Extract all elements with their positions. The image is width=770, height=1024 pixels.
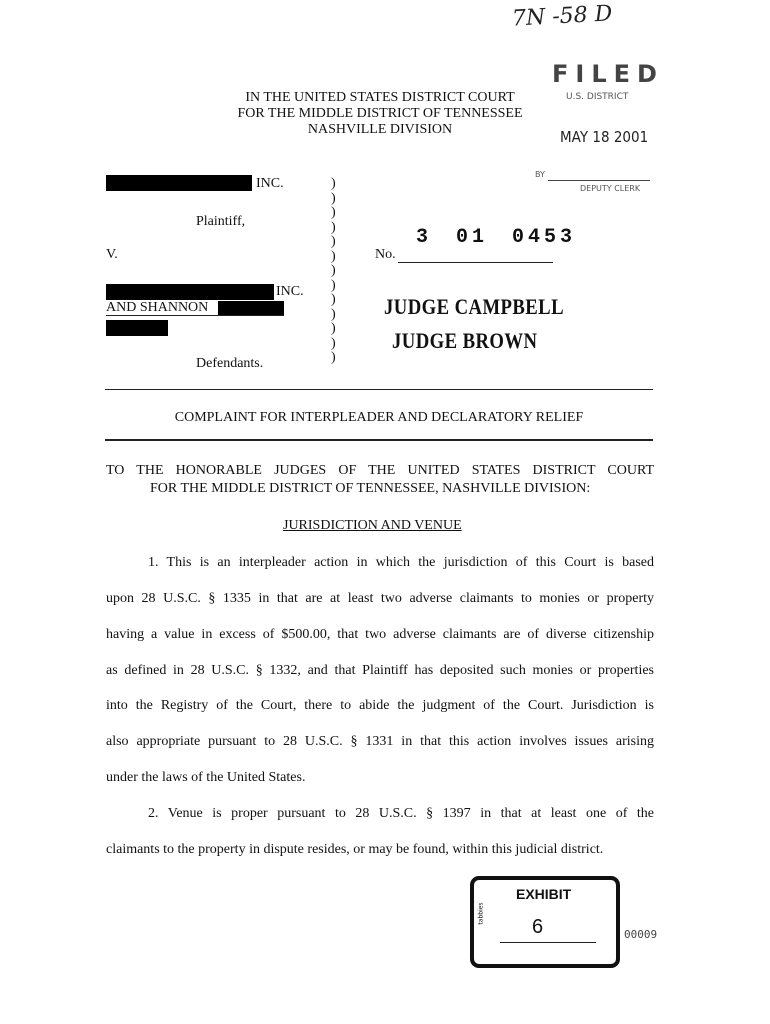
plaintiff-label: Plaintiff, <box>196 214 246 229</box>
court-name-line2: FOR THE MIDDLE DISTRICT OF TENNESSEE <box>237 106 523 121</box>
exhibit-sticker <box>470 876 620 968</box>
assigned-judge-2: JUDGE BROWN <box>392 328 538 353</box>
court-division: NASHVILLE DIVISION <box>307 122 453 137</box>
case-number: 3 01 0453 <box>416 226 577 249</box>
filed-stamp-by: BY <box>535 170 545 179</box>
case-number-line <box>398 262 553 263</box>
section-heading: JURISDICTION AND VENUE <box>283 518 462 533</box>
plaintiff-suffix: INC. <box>256 176 284 191</box>
case-number-label: No. <box>375 247 396 262</box>
defendant-second-name: AND SHANNON <box>106 300 209 315</box>
handwritten-case-code: 7N -58 D <box>511 1 613 32</box>
paragraph1-line: also appropriate pursuant to 28 U.S.C. § 1331 in that this action involves issues arising <box>106 734 654 749</box>
redaction-defendant-line3 <box>106 320 168 336</box>
redaction-defendant-company <box>106 284 274 300</box>
address-line2: FOR THE MIDDLE DISTRICT OF TENNESSEE, NASHVILLE DIVISION: <box>150 481 591 496</box>
filed-stamp-clerk: DEPUTY CLERK <box>580 184 641 193</box>
redaction-plaintiff <box>106 175 252 191</box>
defendants-label: Defendants. <box>196 356 264 371</box>
paragraph1-line: 1. This is an interpleader action in which the jurisdiction of this Court is based <box>148 555 654 570</box>
filed-stamp-title: FILED <box>552 60 664 88</box>
caption-separator-top <box>105 389 653 390</box>
address-line1: TO THE HONORABLE JUDGES OF THE UNITED STATES DISTRICT COURT <box>106 463 654 478</box>
paragraph1-line: as defined in 28 U.S.C. § 1332, and that Plaintiff has deposited such monies or properties <box>106 663 654 678</box>
filed-stamp-date: MAY 18 2001 <box>560 128 649 146</box>
paragraph1-line: upon 28 U.S.C. § 1335 in that are at least two adverse claimants to monies or property <box>106 591 654 606</box>
versus-label: V. <box>106 247 118 262</box>
exhibit-label: EXHIBIT <box>516 886 572 902</box>
defendant-underline <box>106 315 284 316</box>
exhibit-vendor: tabbies <box>477 902 485 925</box>
bates-number: 00009 <box>624 928 658 941</box>
redaction-defendant-surname <box>218 301 284 316</box>
paragraph1-line: having a value in excess of $500.00, that two adverse claimants are of diverse citizenship <box>106 627 654 642</box>
filed-stamp-subtitle: U.S. DISTRICT <box>566 92 629 102</box>
paragraph2-line: 2. Venue is proper pursuant to 28 U.S.C. § 1397 in that at least one of the <box>148 806 654 821</box>
paragraph1-line: under the laws of the United States. <box>106 770 306 785</box>
caption-parentheses: ) ) ) ) ) ) ) ) ) ) ) ) ) <box>331 176 336 365</box>
exhibit-number-line <box>500 942 596 943</box>
document-title: COMPLAINT FOR INTERPLEADER AND DECLARATORY RELIEF <box>174 410 584 425</box>
paragraph1-line: into the Registry of the Court, there to abide the judgment of the Court. Jurisdiction is <box>106 698 654 713</box>
paragraph2-line: claimants to the property in dispute resides, or may be found, within this judicial district. <box>106 842 604 857</box>
caption-separator-bottom <box>105 439 653 441</box>
court-name-line1: IN THE UNITED STATES DISTRICT COURT <box>245 90 515 105</box>
assigned-judge-1: JUDGE CAMPBELL <box>384 294 564 319</box>
defendant-suffix: INC. <box>276 284 304 299</box>
exhibit-number: 6 <box>532 916 544 938</box>
filed-stamp-signature-line <box>548 180 650 181</box>
